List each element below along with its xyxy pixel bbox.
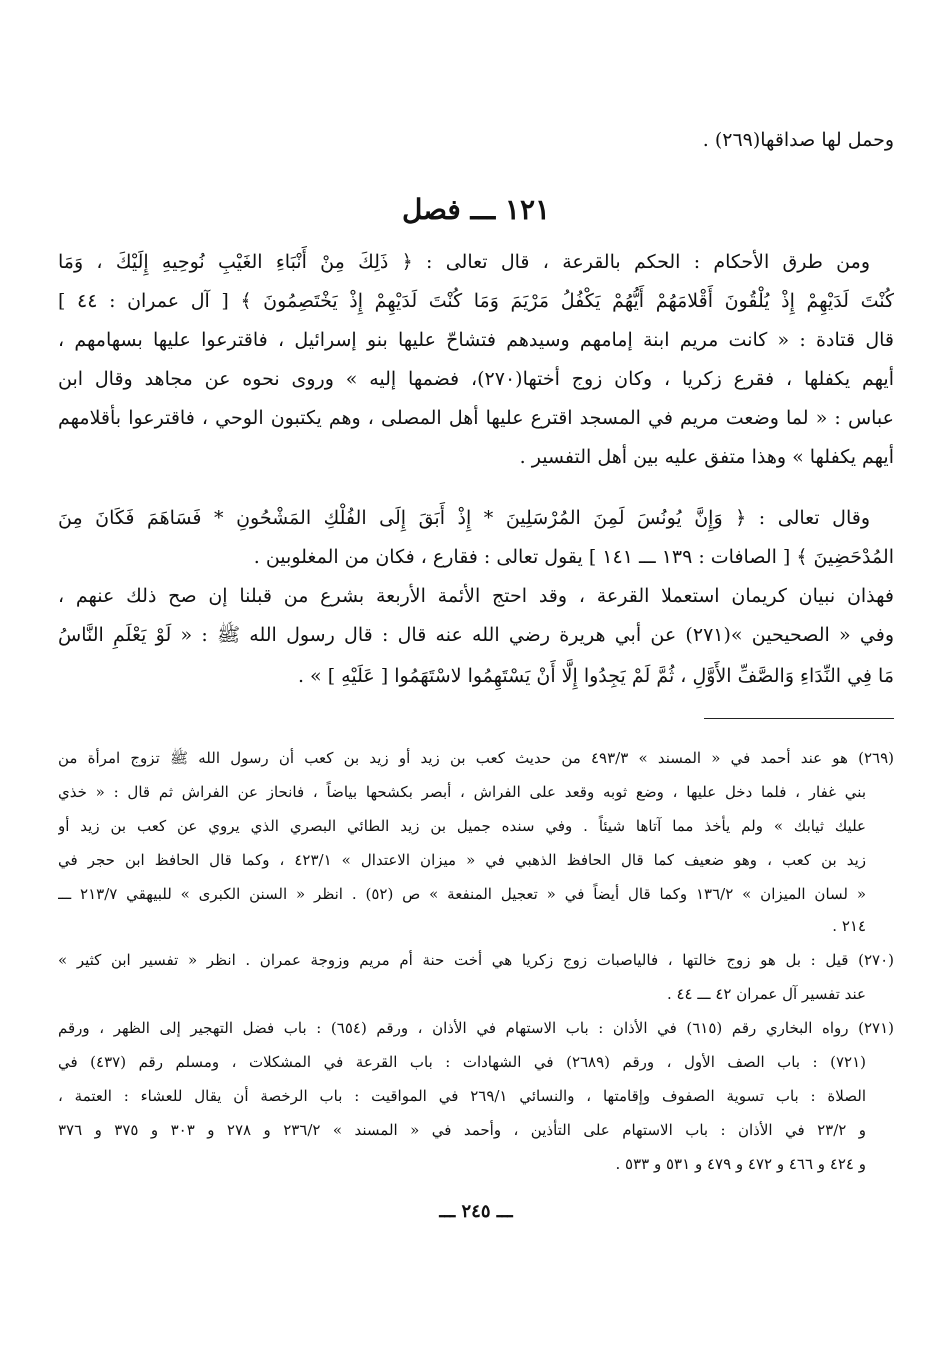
body-line: قال قتادة : « كانت مريم ابنة إمامهم وسيدهم فتشاحّ عليها بنو إسرائيل ، فاقترعوا عليها بسهامهم ، xyxy=(58,329,894,351)
footnote-line: « لسان الميزان » ١٣٦/٢ وكما قال أيضاً في « تعجيل المنفعة » ص (٥٢) . انظر « السنن الكبرى » للبيهقي ٢١٣/٧ ـــ xyxy=(58,885,866,903)
footnote-line: عليك ثيابك » ولم يأخذ مما آتاها شيئاً . وفي سنده جميل بن زيد الطائي البصري الذي يروي عن كعب بن زيد أو xyxy=(58,817,866,835)
body-line: أيهم يكفلها » وهذا متفق عليه بين أهل التفسير . xyxy=(519,446,894,468)
footnote-line: الصلاة : باب تسوية الصفوف وإقامتها ، والنسائي ٢٦٩/١ في المواقيت : باب الرخصة أن يقال للعشاء : العتمة ، xyxy=(58,1087,866,1105)
body-line: المُدْحَضِينَ ﴾ [ الصافات : ١٣٩ ـــ ١٤١ ] يقول تعالى : فقارع ، فكان من المغلوبين . xyxy=(253,546,894,568)
chapter-title: ١٢١ ـــ فصل xyxy=(401,193,551,226)
body-line: فهذان نبيان كريمان استعملا القرعة ، وقد احتج الأئمة الأربعة بشرع من قبلنا إن صح ذلك عنهم ، xyxy=(58,585,894,607)
body-line: ومن طرق الأحكام : الحكم بالقرعة ، قال تعالى : ﴿ ذَلِكَ مِنْ أَنْبَاءِ الغَيْبِ نُوحِيهِ إِلَيْكَ ، وَمَا xyxy=(58,251,870,273)
footnote-line: بني غفار ، فلما دخل عليها ، وضع ثوبه وقعد على الفراش ، أبصر بكشحها بياضاً ، فانحاز عن الفراش ثم قال : « خذي xyxy=(58,783,866,801)
body-line: مَا فِي النِّدَاءِ وَالصَّفِّ الأَوَّلِ ، ثُمَّ لَمْ يَجِدُوا إِلَّا أَنْ يَسْتَهِمُوا لاسْتَهَمُوا [ عَلَيْهِ ] » . xyxy=(297,665,894,687)
body-line: عباس : « لما وضعت مريم في المسجد اقترع عليها أهل المصلى ، وهم يكتبون الوحي ، فاقترعوا بأقلامهم xyxy=(58,407,894,429)
page-number: ـــ ٢٤٥ ـــ xyxy=(439,1201,513,1222)
footnote-separator xyxy=(704,718,894,719)
footnote-line: (٢٧٠) قيل : بل هو زوج خالتها ، فالياصبات زوج زكريا هي أخت حنة أم مريم وزوجة عمران . انظر « تفسير ابن كثير » xyxy=(58,951,894,969)
footnote-line: (٧٢١) : باب الصف الأول ، ورقم (٢٦٨٩) في الشهادات : باب القرعة في المشكلات ، ومسلم رقم (٤٣٧) في xyxy=(58,1053,866,1071)
footnote-line: و ٤٢٤ و ٤٦٦ و ٤٧٢ و ٤٧٩ و ٥٣١ و ٥٣٣ . xyxy=(615,1155,866,1173)
footnote-line: ٢١٤ . xyxy=(832,917,866,935)
footnote-line: و ٢٣/٢ في الأذان : باب الاستهام على التأذين ، وأحمد في « المسند » ٢٣٦/٢ و ٢٧٨ و ٣٠٣ و ٣٧٥ و ٣٧٦ xyxy=(58,1121,866,1139)
carryover-line: وحمل لها صداقها(٢٦٩) . xyxy=(702,129,894,151)
body-line: كُنْتَ لَدَيْهِمْ إِذْ يُلْقُونَ أَقْلامَهُمْ أَيُّهُمْ يَكْفُلُ مَرْيَمَ وَمَا كُنْتَ لَدَيْهِمْ إِذْ يَخْتَصِمُونَ ﴾ [ آل عمران : ٤٤ ] xyxy=(58,290,894,312)
body-line: وقال تعالى : ﴿ وَإِنَّ يُونُسَ لَمِنَ المُرْسَلِينَ * إِذْ أَبَقَ إِلَى الفُلْكِ المَشْحُونِ * فَسَاهَمَ فَكَانَ مِنَ xyxy=(58,507,870,529)
footnote-line: (٢٦٩) هو عند أحمد في « المسند » ٤٩٣/٣ من حديث كعب بن زيد أو زيد بن كعب أن رسول الله ﷺ تزوج امرأة من xyxy=(58,749,894,767)
footnote-line: عند تفسير آل عمران ٤٢ ـــ ٤٤ . xyxy=(666,985,866,1003)
body-line: وفي « الصحيحين »(٢٧١) عن أبي هريرة رضي الله عنه قال : قال رسول الله ﷺ : « لَوْ يَعْلَمِ النَّاسُ xyxy=(58,624,894,646)
footnote-line: زيد بن كعب ، وهو ضعيف كما قال الحافظ الذهبي في « ميزان الاعتدال » ٤٢٣/١ ، وكما قال الحافظ ابن حجر في xyxy=(58,851,866,869)
footnote-line: (٢٧١) رواه البخاري رقم (٦١٥) في الأذان : باب الاستهام في الأذان ، ورقم (٦٥٤) : باب فضل التهجير إلى الظهر ، ورقم xyxy=(58,1019,894,1037)
body-line: أيهم يكفلها ، فقرع زكريا ، وكان زوج أختها(٢٧٠)، فضمها إليه » وروى نحوه عن مجاهد وقال ابن xyxy=(58,368,894,390)
